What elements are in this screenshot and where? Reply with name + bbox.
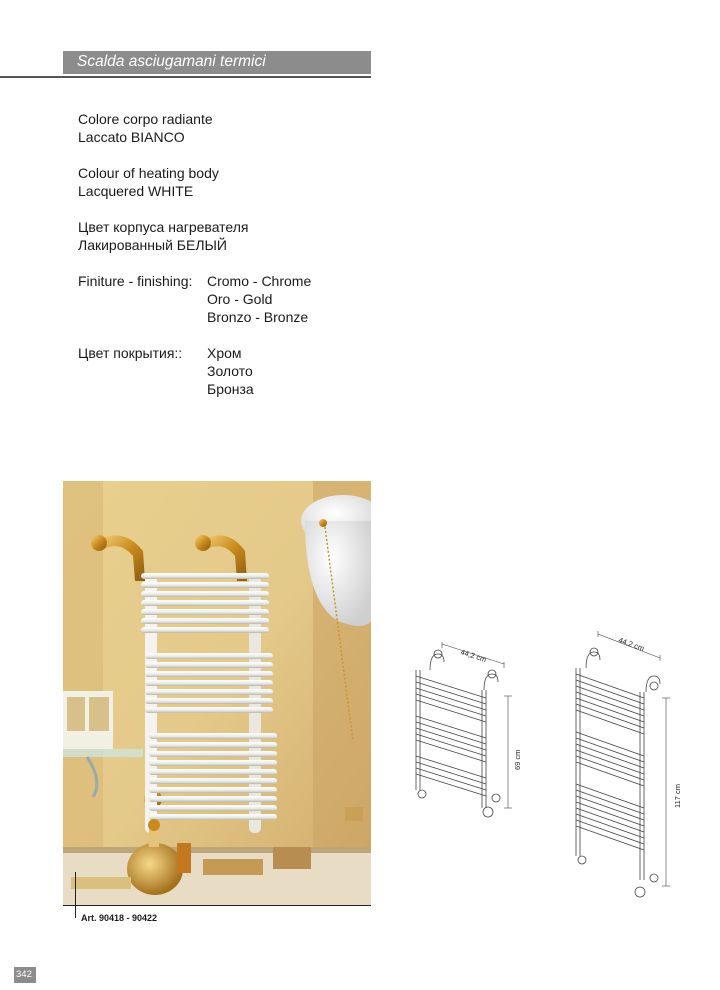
body-color-ru-line-1: Цвет корпуса нагревателя [78, 219, 249, 235]
body-color-it-line-1: Colore corpo radiante [78, 111, 213, 127]
finishing-value: Oro - Gold [207, 291, 273, 307]
drawing-small [408, 640, 538, 830]
body-color-en-line-2: Lacquered WHITE [78, 183, 194, 199]
product-photo [63, 481, 371, 905]
body-color-it [78, 110, 213, 146]
finishing-values [207, 272, 311, 326]
section-title: Scalda asciugamani termici [77, 53, 266, 70]
drawing-small-height-label: 69 cm [513, 749, 522, 770]
caption-leader-vertical [75, 872, 76, 918]
drawing-large [568, 628, 688, 908]
page-number-badge [14, 967, 36, 983]
page-number: 342 [16, 969, 32, 980]
drawing-small-width-label: 44,2 cm [459, 647, 488, 665]
finishing-ru-values [207, 344, 254, 398]
finishing-ru-value: Хром [207, 345, 242, 361]
drawing-large-height-label: 117 cm [673, 783, 682, 808]
photo-caption: Art. 90418 - 90422 [81, 913, 158, 923]
body-color-ru-line-2: Лакированный БЕЛЫЙ [78, 237, 227, 253]
drawing-large-width-label: 44,2 cm [617, 635, 646, 654]
finishing-ru-value: Золото [207, 363, 253, 379]
finishing-ru-label: Цвет покрытия:: [78, 345, 183, 361]
finishing-value: Cromo - Chrome [207, 273, 312, 289]
finishing-ru-value: Бронза [207, 381, 254, 397]
body-color-it-line-2: Laccato BIANCO [78, 129, 185, 145]
finishing-value: Bronzo - Bronze [207, 309, 309, 325]
caption-leader-horizontal [63, 905, 371, 906]
header-divider [0, 76, 371, 78]
body-color-en-line-1: Colour of heating body [78, 165, 219, 181]
body-color-en [78, 164, 219, 200]
section-header [63, 51, 371, 74]
finishing-label: Finiture - finishing: [78, 273, 193, 289]
body-color-ru [78, 218, 249, 254]
